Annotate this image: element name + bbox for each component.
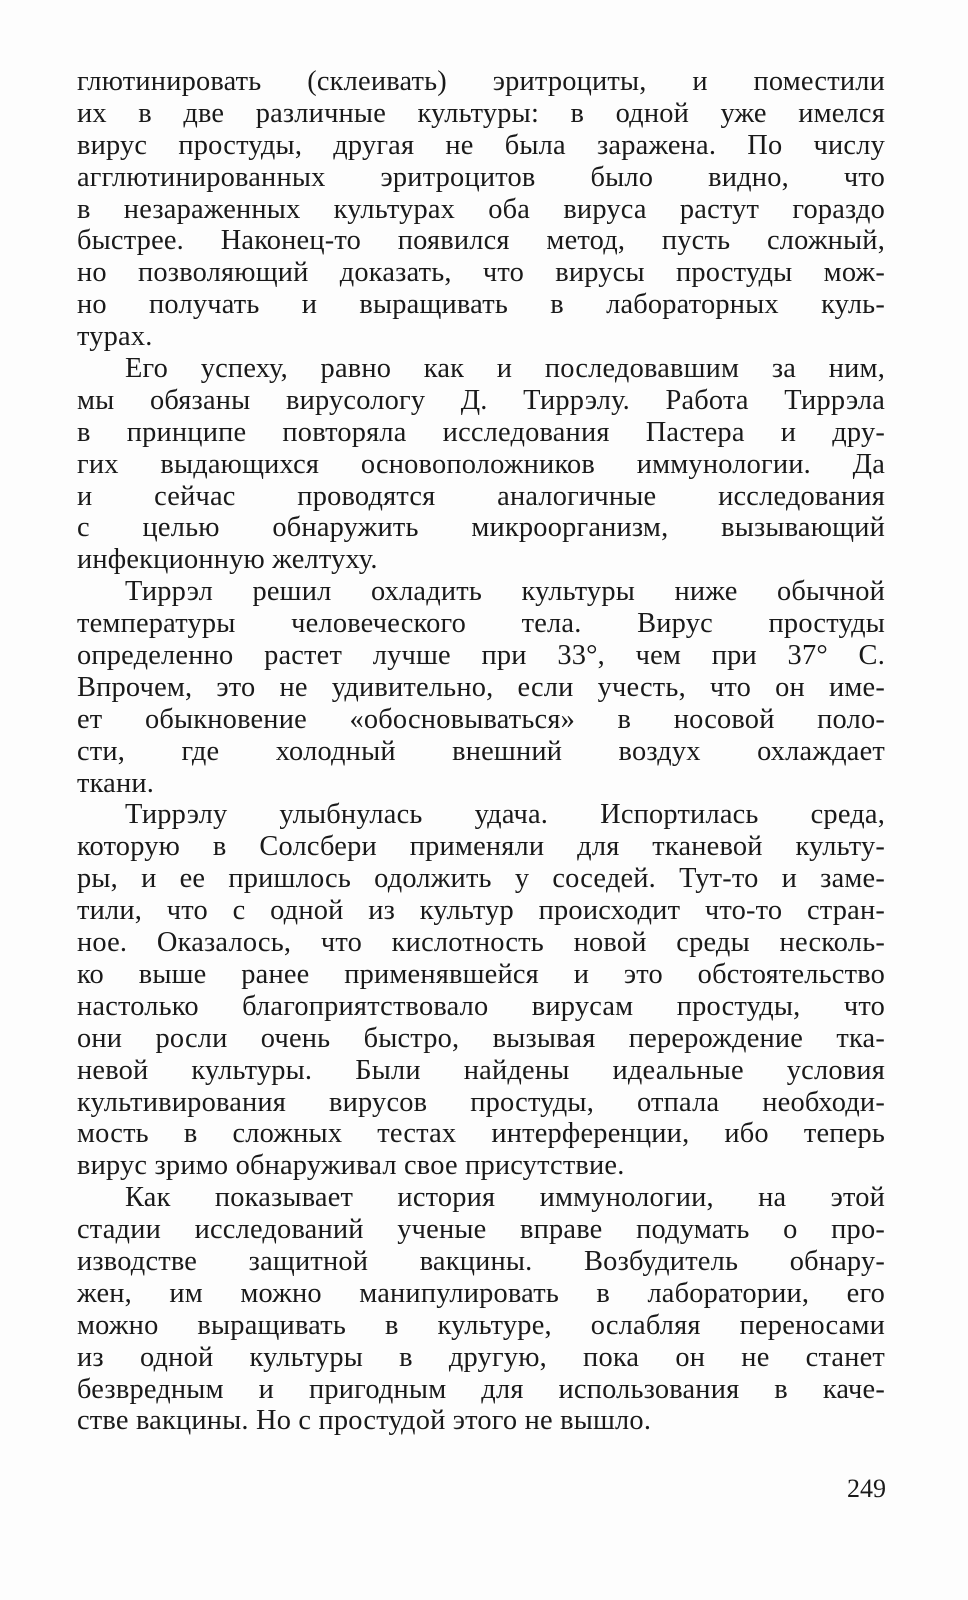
text-line: стве вакцины. Но с простудой этого не вышло. bbox=[77, 1405, 652, 1437]
text-line: изводстве защитной вакцины. Возбудитель обнару- bbox=[77, 1245, 885, 1277]
text-line: ет обыкновение «обосновываться» в носовой поло- bbox=[77, 703, 885, 735]
text-line: ры, и ее пришлось одолжить у соседей. Тут-то и заме- bbox=[77, 863, 885, 895]
text-line: и сейчас проводятся аналогичные исследования bbox=[77, 480, 885, 512]
text-line: культивирования вирусов простуды, отпала необходи- bbox=[77, 1086, 885, 1118]
text-line: их в две различные культуры: в одной уже имелся bbox=[77, 97, 885, 129]
text-line: невой культуры. Были найдены идеальные условия bbox=[77, 1054, 885, 1086]
text-line: с целью обнаружить микроорганизм, вызывающий bbox=[77, 512, 885, 544]
text-line: тили, что с одной из культур происходит что-то стран- bbox=[77, 895, 885, 927]
text-line: быстрее. Наконец-то появился метод, пусть сложный, bbox=[77, 225, 885, 257]
text-line: настолько благоприятствовало вирусам простуды, что bbox=[77, 990, 885, 1022]
text-line: ко выше ранее применявшейся и это обстоятельство bbox=[77, 958, 885, 990]
body-text bbox=[77, 66, 885, 1437]
text-line: можно выращивать в культуре, ослабляя переносами bbox=[77, 1309, 885, 1341]
text-line: сти, где холодный внешний воздух охлаждает bbox=[77, 735, 885, 767]
page-number: 249 bbox=[847, 1474, 886, 1503]
text-line: жен, им можно манипулировать в лаборатории, его bbox=[77, 1277, 885, 1309]
text-line: вирус зримо обнаруживал свое присутствие. bbox=[77, 1150, 625, 1182]
text-line: агглютинированных эритроцитов было видно, что bbox=[77, 161, 885, 193]
text-line: но получать и выращивать в лабораторных куль- bbox=[77, 289, 885, 321]
paragraph-first-line: Тиррэл решил охладить культуры ниже обычной bbox=[125, 576, 885, 608]
text-line: в незараженных культурах оба вируса растут гораздо bbox=[77, 193, 885, 225]
text-line: стадии исследований ученые вправе подумать о про- bbox=[77, 1214, 885, 1246]
paragraph-first-line: Как показывает история иммунологии, на этой bbox=[125, 1182, 885, 1214]
text-line: из одной культуры в другую, пока он не станет bbox=[77, 1341, 885, 1373]
text-line: температуры человеческого тела. Вирус простуды bbox=[77, 608, 885, 640]
text-line: мы обязаны вирусологу Д. Тиррэлу. Работа Тиррэла bbox=[77, 384, 885, 416]
text-line: они росли очень быстро, вызывая перерождение тка- bbox=[77, 1022, 885, 1054]
text-line: глютинировать (склеивать) эритроциты, и поместили bbox=[77, 66, 885, 97]
text-line: которую в Солсбери применяли для тканевой культу- bbox=[77, 831, 885, 863]
text-line: инфекционную желтуху. bbox=[77, 544, 378, 576]
text-line: Впрочем, это не удивительно, если учесть, что он име- bbox=[77, 671, 885, 703]
text-line: в принципе повторяла исследования Пастера и дру- bbox=[77, 416, 885, 448]
text-line: определенно растет лучше при 33°, чем при 37° С. bbox=[77, 640, 885, 672]
text-line: вирус простуды, другая не была заражена. По числу bbox=[77, 129, 885, 161]
text-line: ное. Оказалось, что кислотность новой среды несколь- bbox=[77, 927, 885, 959]
text-line: гих выдающихся основоположников иммунологии. Да bbox=[77, 448, 885, 480]
text-line: мость в сложных тестах интерференции, ибо теперь bbox=[77, 1118, 885, 1150]
paragraph-first-line: Его успеху, равно как и последовавшим за ним, bbox=[125, 353, 885, 385]
text-line: турах. bbox=[77, 321, 153, 353]
paragraph-first-line: Тиррэлу улыбнулась удача. Испортилась среда, bbox=[125, 799, 885, 831]
text-line: ткани. bbox=[77, 767, 155, 799]
text-line: безвредным и пригодным для использования в каче- bbox=[77, 1373, 885, 1405]
text-line: но позволяющий доказать, что вирусы простуды мож- bbox=[77, 257, 885, 289]
